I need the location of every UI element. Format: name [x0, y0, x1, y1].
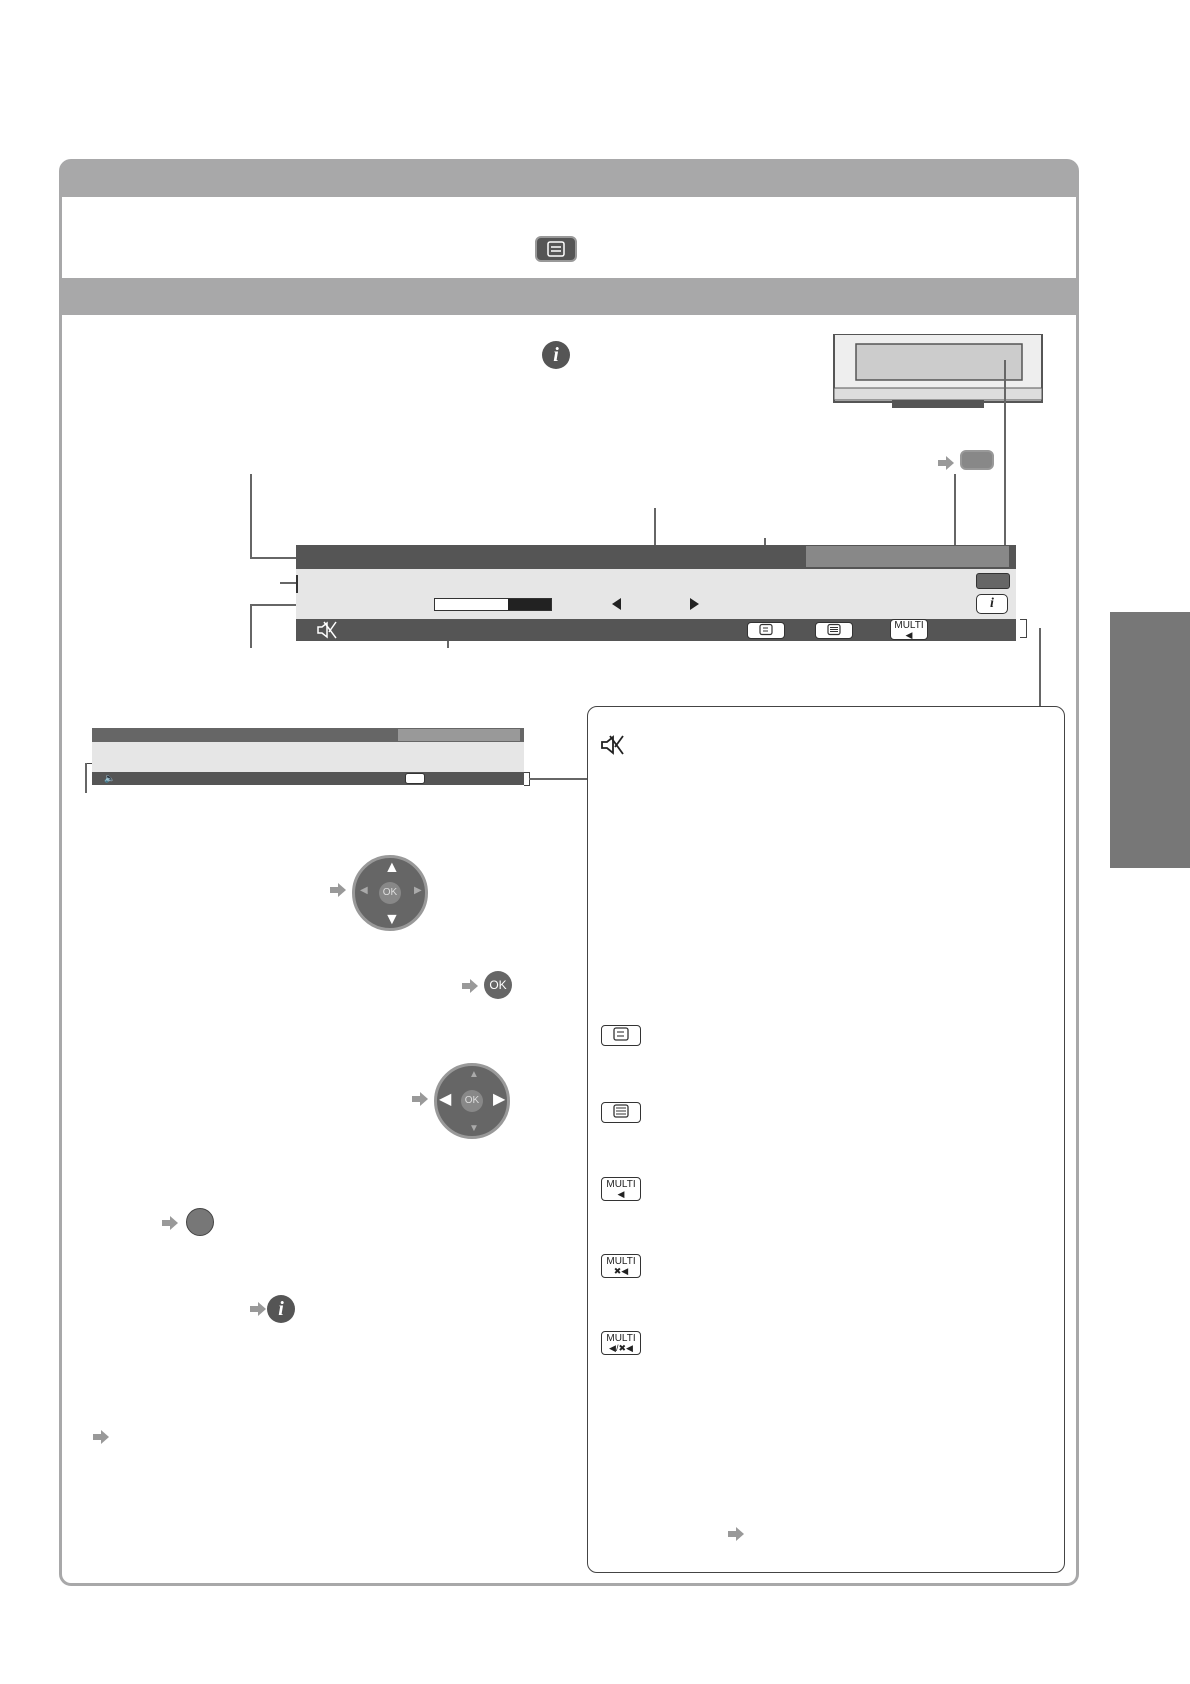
multi-label: MULTI — [606, 1256, 636, 1267]
subtitle-icon — [747, 622, 785, 639]
small-banner-bottom — [92, 772, 524, 785]
right-arrow-icon — [690, 598, 699, 610]
ok-button-icon: OK — [484, 971, 512, 999]
ok-icon: OK — [379, 882, 401, 904]
dpad-icon: OK ▲ ▼ ◀ ▶ — [352, 855, 428, 931]
left-arrow-icon — [612, 598, 621, 610]
remote-button-icon — [960, 450, 994, 470]
multi-label: MULTI — [606, 1179, 636, 1190]
mute-icon — [316, 620, 338, 640]
multi-audio-alt-icon: MULTI ✖◀ — [601, 1254, 641, 1278]
leader-line — [250, 557, 296, 559]
progress-bar-fill — [508, 599, 551, 610]
leader-line — [954, 474, 956, 552]
leader-line — [250, 604, 296, 606]
info-icon: i — [267, 1295, 295, 1323]
guide-icon — [535, 236, 577, 262]
small-mute-icon: 🔈 — [104, 773, 116, 783]
multi-label: MULTI — [894, 620, 924, 631]
section-header-bar-2 — [61, 278, 1077, 315]
progress-bar — [434, 598, 552, 611]
ok-icon: OK — [461, 1090, 483, 1112]
info-banner-body — [296, 569, 1016, 619]
leader-line — [85, 763, 87, 793]
tv-illustration — [832, 334, 1046, 414]
leader-line — [250, 604, 252, 648]
small-banner-channel-field — [398, 729, 520, 741]
bracket — [1020, 619, 1027, 638]
exit-button-icon — [186, 1208, 214, 1236]
info-icon: i — [976, 594, 1008, 614]
dpad-icon: OK ▲ ▼ ◀ ▶ — [434, 1063, 510, 1139]
teletext-icon — [405, 773, 425, 784]
multi-audio-icon: MULTI ◀ — [890, 619, 928, 640]
leader-line — [1039, 628, 1041, 706]
teletext-icon — [601, 1102, 641, 1123]
side-tab — [1110, 612, 1190, 868]
leader-line — [529, 778, 587, 780]
info-icon: i — [542, 341, 570, 369]
callout-box — [587, 706, 1065, 1573]
info-banner-left-rule — [296, 575, 298, 593]
section-header-bar-1 — [61, 161, 1077, 197]
subtitle-icon — [601, 1025, 641, 1046]
multi-label: MULTI — [606, 1333, 636, 1344]
teletext-icon — [815, 622, 853, 639]
multi-audio-dual-icon: MULTI ◀/✖◀ — [601, 1331, 641, 1355]
multi-audio-icon: MULTI ◀ — [601, 1177, 641, 1201]
leader-line — [250, 474, 252, 558]
info-banner-channel-field — [806, 546, 1009, 567]
mute-icon — [600, 734, 626, 756]
leader-line — [1004, 360, 1006, 552]
ok-small-button — [976, 573, 1010, 589]
small-banner-body — [92, 742, 524, 772]
